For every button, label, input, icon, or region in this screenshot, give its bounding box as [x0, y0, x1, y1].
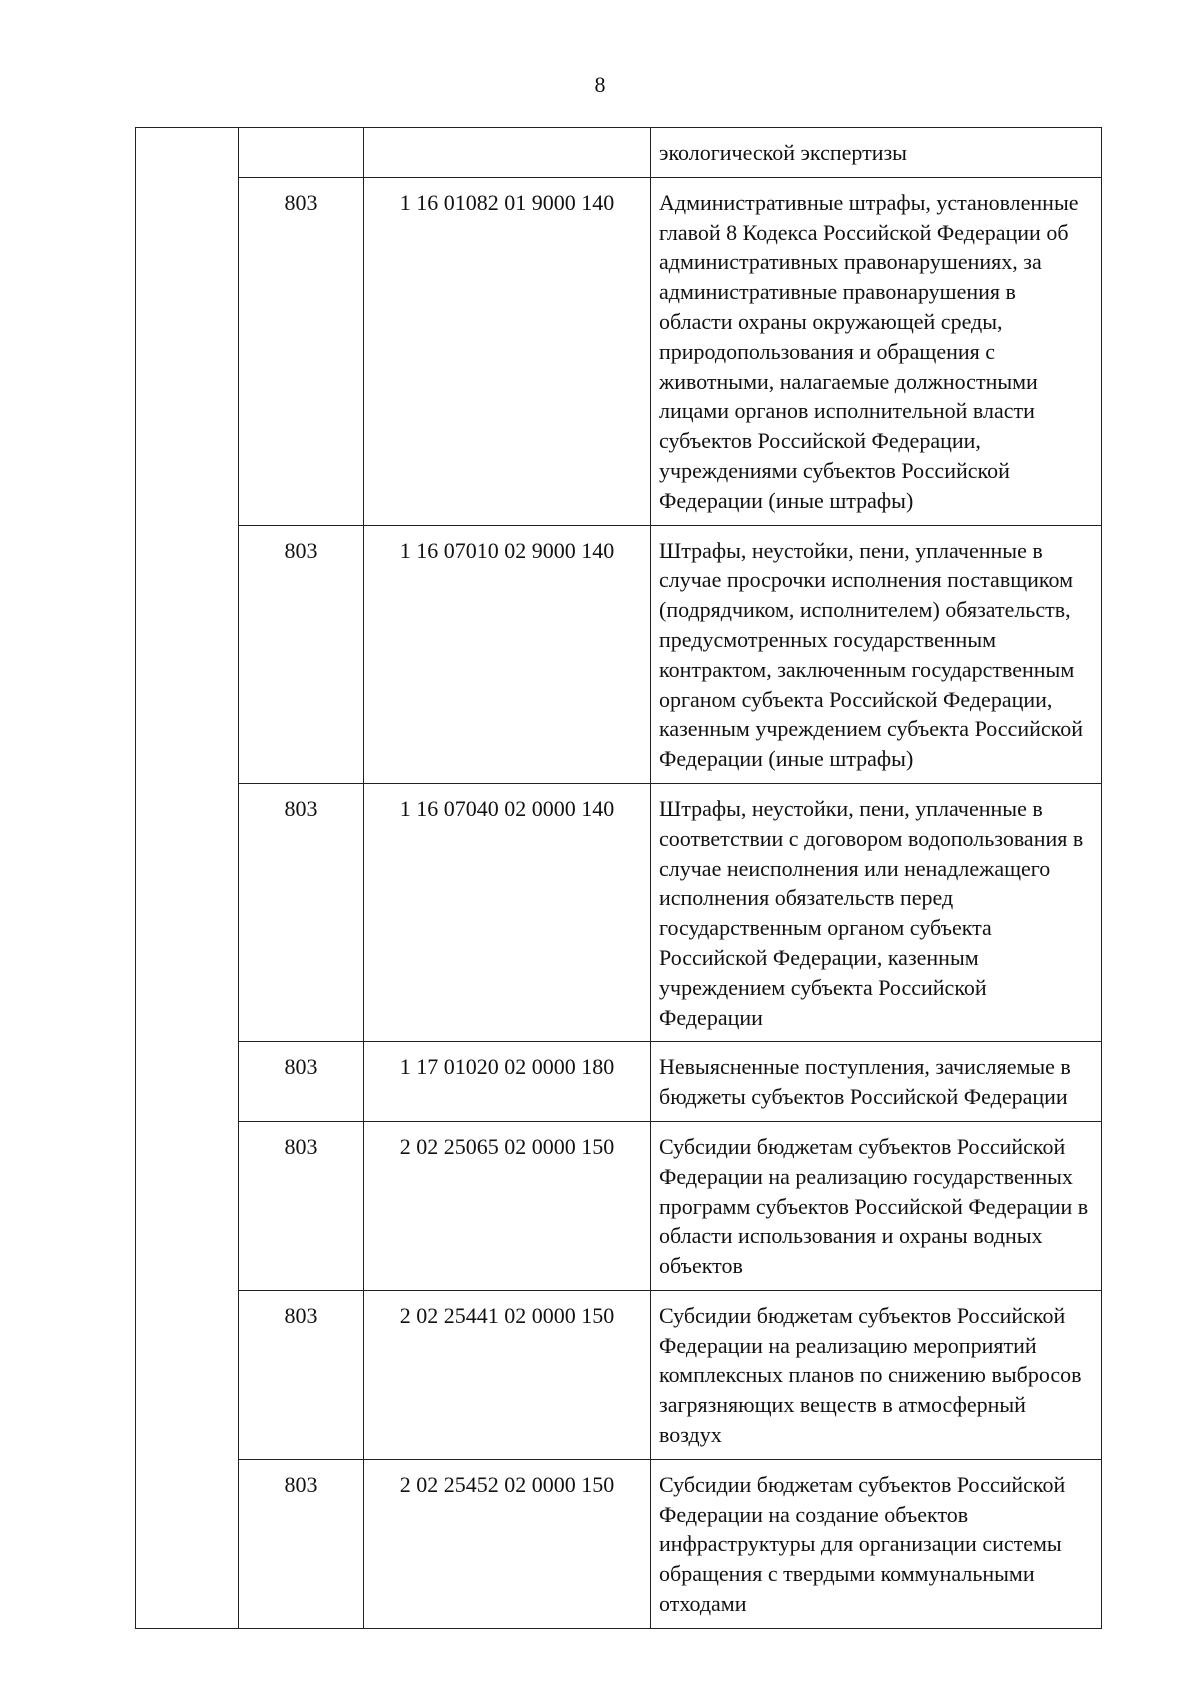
revenue-name-cell: Субсидии бюджетам субъектов Российской Федерации на реализацию мероприятий комплексных планов по снижению выбросов загрязняющих веществ в атмосферный воздух: [651, 1290, 1102, 1459]
revenue-name-cell: Невыясненные поступления, зачисляемые в бюджеты субъектов Российской Федерации: [651, 1042, 1102, 1122]
revenue-name-cell: Субсидии бюджетам субъектов Российской Федерации на создание объектов инфраструктуры для организации системы обращения с твердыми коммунальными отходами: [651, 1459, 1102, 1628]
revenue-name-cell: Субсидии бюджетам субъектов Российской Федерации на реализацию государственных программ субъектов Российской Федерации в области использования и охраны водных объектов: [651, 1121, 1102, 1290]
admin-code-cell: [239, 128, 364, 178]
budget-code-cell: 2 02 25065 02 0000 150: [364, 1121, 651, 1290]
table-row-continued: [136, 128, 1102, 178]
budget-code-cell: 1 16 01082 01 9000 140: [364, 177, 651, 525]
budget-code-cell: [364, 128, 651, 178]
revenue-name-cell: Штрафы, неустойки, пени, уплаченные в случае просрочки исполнения поставщиком (подрядчиком, исполнителем) обязательств, предусмотренных государственным контрактом, заключенным государственным органом субъекта Российской Федерации, казенным учреждением субъекта Российской Федерации (иные штрафы): [651, 525, 1102, 783]
admin-code-cell: 803: [239, 1459, 364, 1628]
table-row: [136, 1042, 1102, 1122]
table-row: [136, 1290, 1102, 1459]
admin-code-cell: 803: [239, 1121, 364, 1290]
table-body: [136, 128, 1102, 1629]
admin-code-cell: 803: [239, 177, 364, 525]
budget-code-cell: 1 17 01020 02 0000 180: [364, 1042, 651, 1122]
page-number: 8: [594, 72, 606, 97]
revenue-name-cell: экологической экспертизы: [651, 128, 1102, 178]
revenue-code-table: [135, 127, 1102, 1629]
admin-code-cell: 803: [239, 525, 364, 783]
table-row: [136, 783, 1102, 1041]
budget-code-cell: 1 16 07040 02 0000 140: [364, 783, 651, 1041]
admin-code-cell: 803: [239, 783, 364, 1041]
table-row: [136, 177, 1102, 525]
table-row: [136, 1459, 1102, 1628]
revenue-name-cell: Административные штрафы, установленные главой 8 Кодекса Российской Федерации об административных правонарушениях, за административные правонарушения в области охраны окружающей среды, природопользования и обращения с животными, налагаемые должностными лицами органов исполнительной власти субъектов Российской Федерации, учреждениями субъектов Российской Федерации (иные штрафы): [651, 177, 1102, 525]
admin-code-cell: 803: [239, 1290, 364, 1459]
admin-code-cell: 803: [239, 1042, 364, 1122]
blank-first-column: [136, 128, 239, 1629]
table-row: [136, 1121, 1102, 1290]
budget-code-cell: 1 16 07010 02 9000 140: [364, 525, 651, 783]
revenue-name-cell: Штрафы, неустойки, пени, уплаченные в соответствии с договором водопользования в случае неисполнения или ненадлежащего исполнения обязательств перед государственным органом субъекта Российской Федерации, казенным учреждением субъекта Российской Федерации: [651, 783, 1102, 1041]
budget-code-cell: 2 02 25452 02 0000 150: [364, 1459, 651, 1628]
table-row: [136, 525, 1102, 783]
budget-code-cell: 2 02 25441 02 0000 150: [364, 1290, 651, 1459]
